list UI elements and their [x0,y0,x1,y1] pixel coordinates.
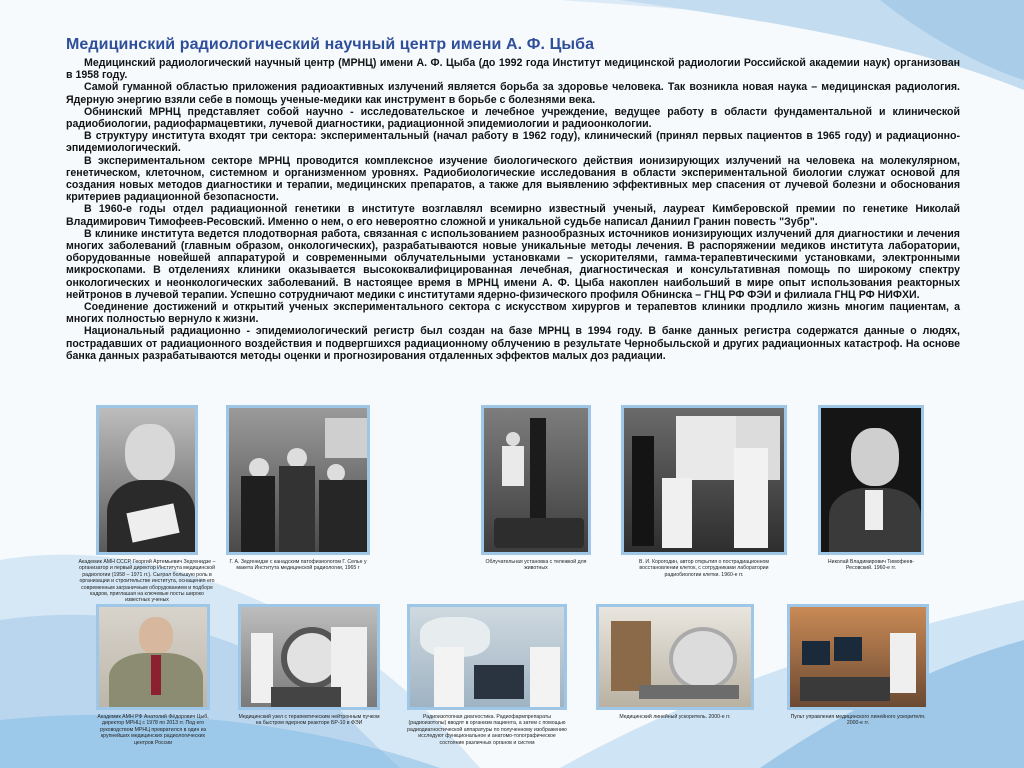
main-text-block [66,36,960,362]
photo-caption: Академик АМН РФ Анатолий Фёдорович Цыб, директор МРНЦ с 1978 по 2013 гг. Под его руководством МРНЦ превратился в один из крупнейших медицинских радиологических центров России [97,714,209,746]
equipment-photo [481,405,591,555]
clinic-photo [407,604,567,710]
accelerator-photo [596,604,754,710]
paragraph: В экспериментальном секторе МРНЦ проводится комплексное изучение биологического действия ионизирующих излучений на человека на молекулярном, генетическом, клеточном, системном и организменном уровнях. Радиобиологические исследования в области экспериментальной биологии служат основой для создания новых методов диагностики и терапии, медицинских препаратов, а также для выявлению эффективных мер спасения от лучевой болезни и обоснования критериев радиационной безопасности. [66,154,960,204]
group-photo [226,405,370,555]
photo-caption: Николай Владимирович Тимофеев-Ресовский. 1960-е гг. [827,559,915,572]
photo-caption: Медицинский линейный ускоритель. 2000-е гг. [619,714,731,720]
paragraph: Обнинский МРНЦ представляет собой научно - исследовательское и лечебное учреждение, ведущее работу в области фундаментальной и клинической радиобиологии, радиофармацевтики, лучевой диагностики, радиационной эпидемиологии и радиоонкологии. [66,105,960,131]
paragraph: В 1960-е годы отдел радиационной генетики в институте возглавлял всемирно известный ученый, лауреат Кимберовской премии по генетике Николай Владимирович Тимофеев-Ресовский. Именно о нем, о его невероятно сложной и уникальной судьбе написал Даниил Гранин повесть "Зубр". [66,203,960,228]
control-room-photo [787,604,929,710]
photo-card [818,405,924,572]
photo-card [787,604,929,727]
page-title: Медицинский радиологический научный центр имени А. Ф. Цыба [66,36,595,53]
photo-card [238,604,380,727]
photo-card [226,405,370,572]
photo-caption: Медицинский узел с терапевтическим нейтронным пучком на быстром ядерном реакторе БР-10 в ФЭИ [238,714,380,727]
portrait-photo [96,405,198,555]
photo-caption: В. И. Корогодин, автор открытия о пострадиационном восстановлении клеток, с сотрудниками лаборатории радиобиологии клетки. 1960-е гг. [639,559,769,578]
photo-card [621,405,787,578]
paragraph: В клинике института ведется плодотворная работа, связанная с использованием разнообразных источников ионизирующих излучений для диагностики и лечения многих заболеваний (главным образом, онкологических), разрабатываются новые уникальные методы лечения. В распоряжении медиков института лаборатории, оборудованные новейшей аппаратурой и современными облучательными установками – ускорителями, гамма-терапевтическими установками, электронными микроскопами. В отделениях клиники оказывается высококвалифицированная лечебная, диагностическая и консультативная помощь по широкому спектру онкологических и неонкологических заболеваний. В настоящее время в МРНЦ имени А. Ф. Цыба накоплен наибольший в мире опыт использования реакторных нейтронов в лучевой терапии. Успешно сотрудничают медики с институтами ядерно-физического профиля Обнинска – ГНЦ РФ ФЭИ и филиала ГНЦ РФ НИФХИ. [66,227,960,301]
portrait-photo [96,604,210,710]
photo-card [96,604,210,746]
paragraph: Самой гуманной областью приложения радиоактивных излучений является борьба за здоровье человека. Так возникла новая наука – медицинская радиология. Ядерную энергию взяли себе в помощь ученые-медики как инструмент в борьбе с болезнями века. [66,81,960,106]
paragraph: В структуру института входят три сектора: экспериментальный (начал работу в 1962 году), клинический (принял первых пациентов в 1965 году) и радиационно-эпидемиологический. [66,130,960,155]
photo-card [596,604,754,720]
photo-caption: Пульт управления медицинского линейного ускорителя. 2000-е гг. [790,714,926,727]
lab-photo [621,405,787,555]
photo-caption: Радиоизотопная диагностика. Радиофармпрепараты (радиоизотопы) вводят в организм пациента, а затем с помощью радиодиагностической аппаратуры по полученному изображению исследуют функциональное и анатомо-топографическое состояние различных органов и систем [407,714,567,746]
photo-caption: Облучательная установка с тележкой для животных [485,559,587,572]
photo-caption: Академик АМН СССР, Георгий Артемьевич Зедгенидзе – организатор и первый директор Института медицинской радиологии (1958 – 1971 гг.). Сыграл большую роль в организации и строительстве института, оснащения его современным заграничным оборудованием и подборе кадров, приглашая на ключевые посты широко известных ученых [78,559,216,604]
paragraph: Медицинский радиологический научный центр (МРНЦ) имени А. Ф. Цыба (до 1992 года Институт медицинской радиологии Российской академии наук) организован в 1958 году. [66,57,960,82]
photo-card [78,405,216,604]
paragraph: Соединение достижений и открытий ученых экспериментального сектора с искусством хирургов и терапевтов клиники продлило жизнь многим пациентам, а многих полностью вернуло к жизни. [66,301,960,326]
photo-caption: Г. А. Зедгенидзе с канадским патофизиологом Г. Селье у макета Института медицинской радиологии, 1965 г [229,559,367,572]
clinic-photo [238,604,380,710]
paragraph: Национальный радиационно - эпидемиологический регистр был создан на базе МРНЦ в 1994 году. В банке данных регистра содержатся данные о людях, пострадавших от радиационного воздействия и подвергшихся радиационному облучению в результате Чернобыльской и других радиационных катастроф. На основе банка данных разрабатываются методы оценки и прогнозирования отдаленных эффектов малых доз радиации. [66,325,960,362]
photo-card [407,604,567,746]
portrait-photo [818,405,924,555]
photo-card [481,405,591,572]
